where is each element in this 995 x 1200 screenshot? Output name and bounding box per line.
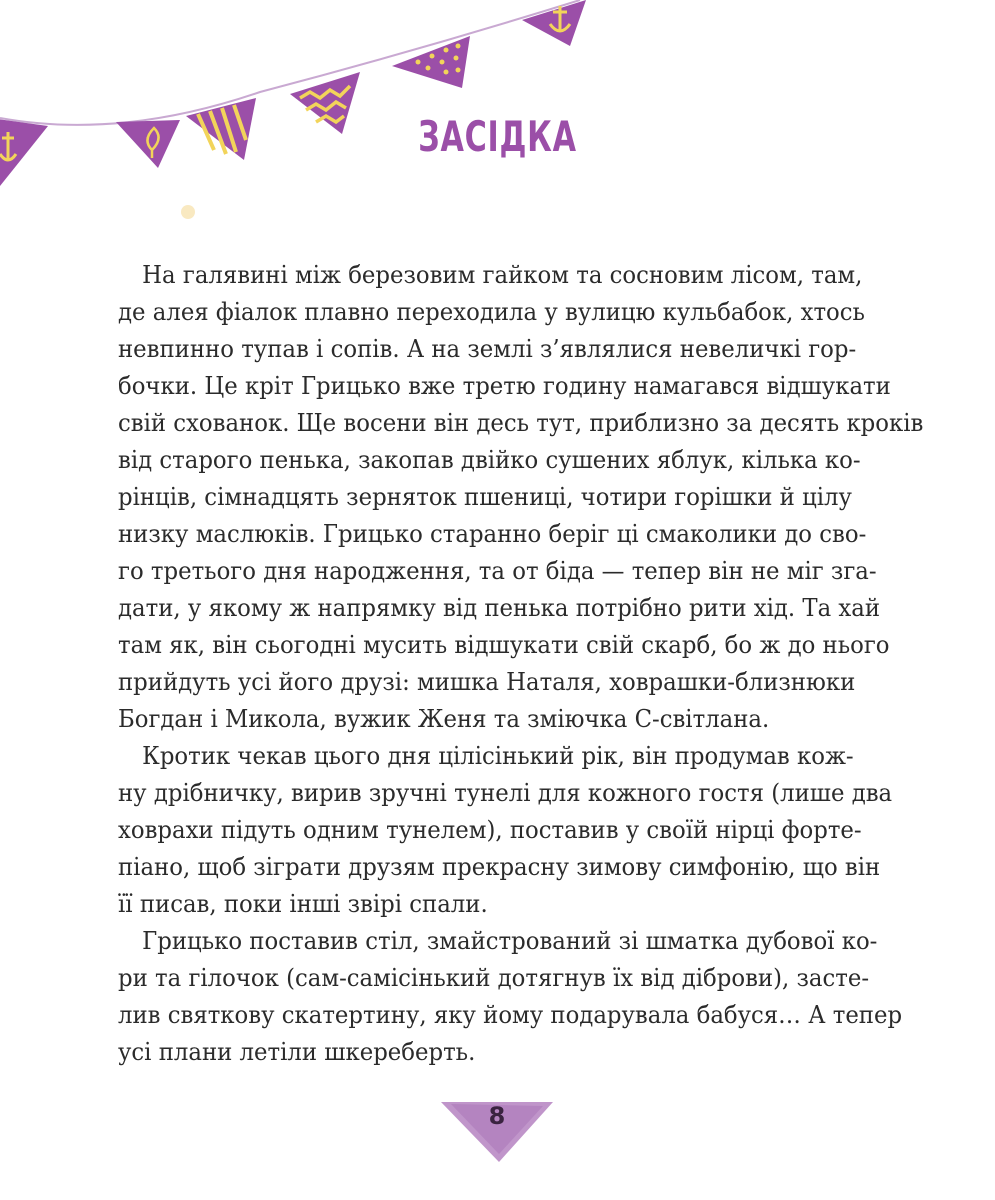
- text-line: ри та гілочок (сам-самісінький дотягнув їх від діброви), засте-: [118, 963, 870, 992]
- text-line: го третього дня народження, та от біда — тепер він не міг зга-: [118, 556, 877, 585]
- text-line: На галявині між березовим гайком та сосновим лісом, там,: [142, 260, 863, 289]
- text-line: від старого пенька, закопав двійко сушених яблук, кілька ко-: [118, 445, 861, 474]
- page-number-badge: [441, 1100, 553, 1164]
- paragraph-3: [118, 922, 903, 1070]
- text-line: невпинно тупав і сопів. А на землі з’являлися невеличкі гор-: [118, 334, 857, 363]
- text-line: Кротик чекав цього дня цілісінький рік, він продумав кож-: [142, 741, 854, 770]
- text-line: ну дрібничку, вирив зручні тунелі для кожного гостя (лише два: [118, 778, 893, 807]
- text-line: ховрахи підуть одним тунелем), поставив у своїй нірці форте-: [118, 815, 862, 844]
- paragraph-1: [118, 256, 924, 737]
- text-line: Богдан і Микола, вужик Женя та зміючка С-світлана.: [118, 704, 770, 733]
- text-line: усі плани летіли шкереберть.: [118, 1037, 476, 1066]
- text-line: свій схованок. Ще восени він десь тут, приблизно за десять кроків: [118, 408, 924, 437]
- text-line: дати, у якому ж напрямку від пенька потрібно рити хід. Та хай: [118, 593, 881, 622]
- text-line: прийдуть усі його друзі: мишка Наталя, ховрашки-близнюки: [118, 667, 856, 696]
- text-line: бочки. Це кріт Грицько вже третю годину намагався відшукати: [118, 371, 891, 400]
- text-line: там як, він сьогодні мусить відшукати свій скарб, бо ж до нього: [118, 630, 890, 659]
- text-line: піано, щоб зіграти друзям прекрасну зимову симфонію, що він: [118, 852, 881, 881]
- text-line: її писав, поки інші звірі спали.: [118, 889, 488, 918]
- page-number: 8: [488, 1102, 506, 1130]
- text-line: де алея фіалок плавно переходила у вулицю кульбабок, хтось: [118, 297, 865, 326]
- page-title: ЗАСІДКА: [418, 112, 577, 161]
- anchor-icon: [0, 118, 48, 186]
- anchor-icon: [522, 0, 586, 46]
- text-line: Грицько поставив стіл, змайстрований зі шматка дубової ко-: [142, 926, 878, 955]
- text-line: лив святкову скатертину, яку йому подарувала бабуся… А тепер: [118, 1000, 903, 1029]
- story-text: [118, 256, 924, 1070]
- paragraph-2: [118, 737, 893, 922]
- text-line: низку маслюків. Грицько старанно беріг ці смаколики до сво-: [118, 519, 867, 548]
- text-line: рінців, сімнадцять зерняток пшениці, чотири горішки й цілу: [118, 482, 852, 511]
